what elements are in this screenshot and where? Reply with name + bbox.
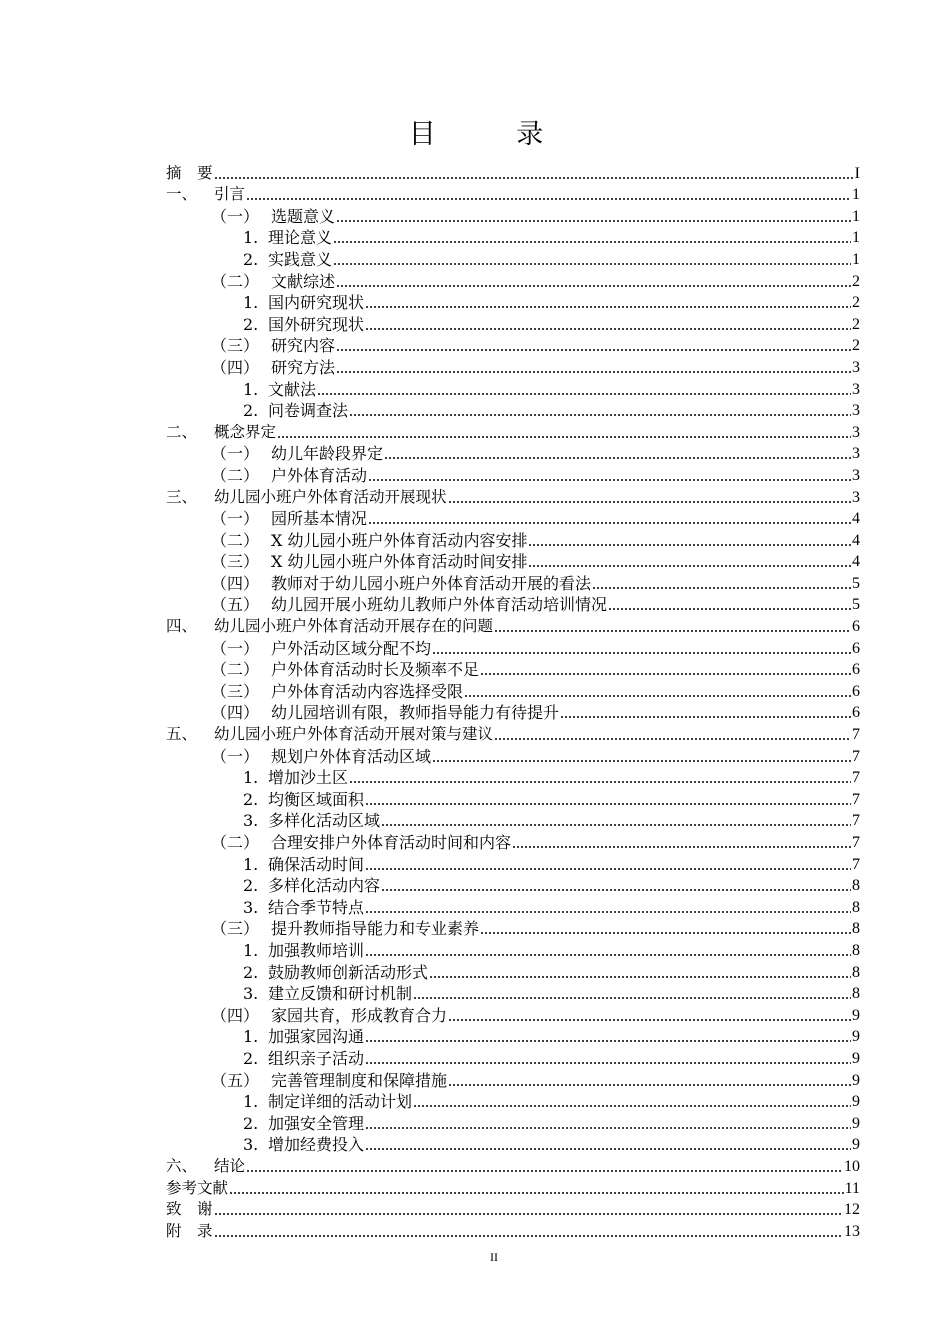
- toc-entry-page: 3: [852, 488, 860, 506]
- toc-entry-number: （一）: [211, 444, 260, 464]
- toc-dot-leader: [432, 652, 851, 654]
- toc-entry-title: 确保活动时间: [268, 854, 365, 874]
- toc-entry-title: 国内研究现状: [268, 293, 365, 313]
- toc-entry-number: 2.: [243, 789, 259, 809]
- toc-entry[interactable]: [166, 227, 860, 249]
- toc-dot-leader: [349, 414, 851, 416]
- toc-dot-leader: [429, 976, 851, 978]
- toc-entry-page: 4: [852, 553, 860, 571]
- toc-entry-page: 6: [852, 618, 860, 636]
- toc-entry-page: 4: [852, 531, 860, 549]
- toc-entry[interactable]: [166, 1199, 860, 1221]
- toc-entry-title: 概念界定: [214, 422, 277, 441]
- toc-entry-page: 8: [852, 963, 860, 981]
- toc-entry[interactable]: [166, 939, 860, 961]
- toc-entry-number: 3.: [243, 811, 259, 831]
- toc-dot-leader: [448, 501, 851, 503]
- toc-dot-leader: [336, 220, 851, 222]
- toc-entry-number: 2.: [243, 401, 259, 421]
- toc-entry[interactable]: [166, 421, 860, 443]
- toc-dot-leader: [480, 932, 851, 934]
- toc-dot-leader: [592, 587, 851, 589]
- toc-entry[interactable]: [166, 918, 860, 940]
- toc-dot-leader: [336, 371, 851, 373]
- toc-entry-page: 6: [852, 661, 860, 679]
- toc-entry-number: （二）: [211, 833, 260, 852]
- toc-entry-page: 11: [844, 1179, 860, 1197]
- toc-entry-page: 6: [852, 639, 860, 657]
- toc-dot-leader: [381, 889, 851, 891]
- toc-entry[interactable]: [166, 205, 860, 227]
- toc-entry-page: 2: [852, 294, 860, 312]
- toc-entry-number: 四、: [166, 617, 198, 636]
- toc-entry-page: 8: [852, 920, 860, 938]
- toc-entry-page: 6: [852, 682, 860, 700]
- toc-entry[interactable]: [166, 1155, 860, 1177]
- toc-entry-page: 9: [852, 1049, 860, 1067]
- toc-entry[interactable]: [166, 594, 860, 616]
- toc-entry-title: 教师对于幼儿园小班户外体育活动开展的看法: [271, 573, 592, 593]
- toc-entry[interactable]: [166, 313, 860, 335]
- toc-entry-number: 附 录: [166, 1221, 213, 1240]
- toc-entry-title: 幼儿年龄段界定: [271, 444, 384, 464]
- toc-entry-number: 3.: [243, 984, 259, 1004]
- toc-entry-number: （五）: [211, 595, 260, 615]
- toc-entry-title: 增加沙土区: [268, 768, 349, 788]
- toc-entry-number: 1.: [243, 1027, 259, 1047]
- toc-entry-number: （一）: [211, 638, 260, 658]
- toc-entry-number: 五、: [166, 725, 198, 744]
- toc-entry[interactable]: [166, 1004, 860, 1026]
- toc-dot-leader: [528, 544, 851, 546]
- toc-entry-title: 均衡区域面积: [268, 789, 365, 809]
- toc-dot-leader: [349, 781, 851, 783]
- toc-entry-title: 户外体育活动时长及频率不足: [271, 660, 480, 680]
- toc-entry-page: 4: [852, 510, 860, 528]
- toc-entry-title: 园所基本情况: [271, 509, 368, 529]
- toc-entry-page: 1: [852, 186, 860, 204]
- toc-dot-leader: [494, 630, 851, 632]
- toc-dot-leader: [528, 565, 851, 567]
- toc-entry-number: 摘 要: [166, 163, 213, 182]
- toc-entry-page: 7: [852, 812, 860, 830]
- toc-entry-title: 家园共育，形成教育合力: [271, 1005, 448, 1025]
- toc-entry[interactable]: [166, 875, 860, 897]
- toc-entry-title: 国外研究现状: [268, 314, 365, 334]
- toc-entry-page: 3: [852, 358, 860, 376]
- toc-entry[interactable]: [166, 270, 860, 292]
- toc-entry[interactable]: [166, 853, 860, 875]
- toc-entry-number: 一、: [166, 185, 198, 204]
- toc-dot-leader: [448, 1019, 851, 1021]
- toc-dot-leader: [365, 1040, 851, 1042]
- toc-entry-title: 幼儿园小班户外体育活动开展对策与建议: [214, 725, 494, 744]
- toc-dot-leader: [368, 479, 851, 481]
- toc-dot-leader: [560, 716, 851, 718]
- toc-entry-page: 9: [852, 1028, 860, 1046]
- toc-dot-leader: [384, 457, 851, 459]
- toc-entry-page: 8: [852, 877, 860, 895]
- toc-entry-number: 致 谢: [166, 1200, 213, 1219]
- toc-entry-title: 多样化活动区域: [268, 811, 381, 831]
- toc-entry-title: 结论: [214, 1156, 246, 1175]
- toc-entry-title: 文献法: [268, 379, 317, 399]
- toc-entry-number: （一）: [211, 746, 260, 766]
- toc-entry-title: 多样化活动内容: [268, 876, 381, 896]
- toc-entry-page: 8: [852, 985, 860, 1003]
- toc-dot-leader: [365, 954, 851, 956]
- toc-entry-title: 问卷调查法: [268, 401, 349, 421]
- toc-entry-page: 3: [852, 466, 860, 484]
- toc-entry-page: 7: [852, 834, 860, 851]
- toc-entry[interactable]: [166, 810, 860, 832]
- toc-entry[interactable]: [166, 356, 860, 378]
- toc-dot-leader: [365, 868, 851, 870]
- toc-dot-leader: [333, 241, 851, 243]
- toc-dot-leader: [365, 1062, 851, 1064]
- toc-entry[interactable]: [166, 184, 860, 206]
- toc-entry-title: 幼儿园培训有限，教师指导能力有待提升: [271, 703, 560, 723]
- toc-dot-leader: [480, 673, 851, 675]
- toc-dot-leader: [214, 1235, 843, 1237]
- toc-entry-title: 实践意义: [268, 249, 333, 269]
- toc-entry-number: （五）: [211, 1070, 260, 1090]
- toc-dot-leader: [413, 997, 851, 999]
- toc-entry[interactable]: [166, 1047, 860, 1069]
- toc-entry[interactable]: [166, 723, 860, 745]
- toc-entry-number: 参考文献: [166, 1178, 229, 1197]
- toc-entry[interactable]: [166, 788, 860, 810]
- toc-entry[interactable]: [166, 702, 860, 724]
- toc-entry-page: 5: [852, 574, 860, 592]
- toc-entry[interactable]: [166, 248, 860, 270]
- toc-entry-page: 7: [852, 747, 860, 765]
- toc-entry-number: 2.: [243, 1048, 259, 1068]
- toc-entry[interactable]: [166, 508, 860, 530]
- toc-entry-page: 1: [852, 207, 860, 225]
- toc-entry-title: 规划户外体育活动区域: [271, 746, 432, 766]
- toc-entry-number: 二、: [166, 422, 198, 441]
- toc-entry-page: 3: [852, 423, 860, 441]
- toc-entry-page: 3: [852, 402, 860, 420]
- toc-dot-leader: [333, 263, 851, 265]
- toc-entry-title: 选题意义: [271, 206, 336, 226]
- toc-entry-title: 幼儿园开展小班幼儿教师户外体育活动培训情况: [271, 595, 608, 615]
- toc-entry-number: 2.: [243, 249, 259, 269]
- toc-entry[interactable]: [166, 745, 860, 767]
- toc-entry-page: 1: [852, 250, 860, 268]
- toc-entry-title: 户外体育活动: [271, 465, 368, 485]
- toc-entry-page: 9: [852, 1071, 860, 1089]
- toc-entry-page: 8: [852, 898, 860, 916]
- toc-entry-page: 7: [852, 726, 860, 744]
- toc-entry-page: 12: [844, 1201, 860, 1219]
- toc-entry[interactable]: [166, 961, 860, 983]
- toc-dot-leader: [229, 1192, 844, 1194]
- toc-entry-page: 9: [852, 1006, 860, 1024]
- toc-entry-title: 加强教师培训: [268, 940, 365, 960]
- toc-entry[interactable]: [166, 1026, 860, 1048]
- toc-dot-leader: [317, 393, 851, 395]
- toc-dot-leader: [214, 177, 854, 179]
- toc-entry-page: 2: [852, 337, 860, 355]
- toc-entry[interactable]: [166, 615, 860, 637]
- table-of-contents: [166, 162, 860, 1242]
- toc-dot-leader: [368, 522, 851, 524]
- toc-entry-title: X 幼儿园小班户外体育活动时间安排: [271, 552, 528, 572]
- toc-entry-number: 三、: [166, 487, 198, 506]
- toc-entry-title: 研究内容: [271, 336, 336, 356]
- toc-entry[interactable]: [166, 464, 860, 486]
- toc-entry-title: 幼儿园小班户外体育活动开展现状: [214, 487, 447, 506]
- toc-entry-title: 鼓励教师创新活动形式: [268, 962, 429, 982]
- toc-entry-number: （二）: [211, 530, 260, 550]
- toc-dot-leader: [464, 695, 851, 697]
- toc-entry-number: （四）: [211, 573, 260, 593]
- toc-entry-page: 9: [852, 1136, 860, 1154]
- toc-entry-number: 2.: [243, 314, 259, 334]
- toc-dot-leader: [432, 760, 851, 762]
- toc-entry[interactable]: [166, 680, 860, 702]
- toc-title: 目 录: [408, 119, 580, 150]
- toc-entry-title: 引言: [214, 185, 246, 204]
- toc-entry-number: （一）: [211, 206, 260, 226]
- toc-entry[interactable]: [166, 400, 860, 422]
- toc-entry-page: 2: [852, 272, 860, 290]
- toc-entry-title: 文献综述: [271, 271, 336, 291]
- toc-dot-leader: [214, 1213, 843, 1215]
- toc-entry[interactable]: [166, 767, 860, 789]
- toc-entry[interactable]: [166, 292, 860, 314]
- toc-entry-page: 7: [852, 855, 860, 873]
- toc-entry[interactable]: [166, 162, 860, 184]
- toc-dot-leader: [608, 608, 851, 610]
- toc-entry-number: （四）: [211, 703, 260, 723]
- toc-dot-leader: [365, 911, 851, 913]
- toc-entry-number: 六、: [166, 1156, 198, 1175]
- page-number-footer: II: [490, 1250, 498, 1264]
- toc-entry-number: 1.: [243, 940, 259, 960]
- toc-entry[interactable]: [166, 896, 860, 918]
- toc-entry[interactable]: [166, 1112, 860, 1134]
- toc-dot-leader: [512, 846, 851, 848]
- toc-entry-title: 建立反馈和研讨机制: [268, 984, 413, 1004]
- toc-entry-page: 5: [852, 596, 860, 614]
- toc-dot-leader: [365, 803, 851, 805]
- toc-entry-number: 2.: [243, 876, 259, 896]
- toc-entry-number: 1.: [243, 379, 259, 399]
- toc-entry-number: （四）: [211, 1005, 260, 1025]
- toc-entry[interactable]: [166, 443, 860, 465]
- toc-entry[interactable]: [166, 1069, 860, 1091]
- toc-entry-title: 户外体育活动内容选择受限: [271, 681, 464, 701]
- toc-entry-page: 6: [852, 704, 860, 722]
- toc-entry[interactable]: [166, 378, 860, 400]
- toc-entry[interactable]: [166, 659, 860, 681]
- toc-entry-number: （三）: [211, 552, 260, 572]
- toc-entry-title: 提升教师指导能力和专业素养: [271, 919, 480, 939]
- toc-entry[interactable]: [166, 1091, 860, 1113]
- toc-entry-number: 2.: [243, 962, 259, 982]
- toc-entry[interactable]: [166, 983, 860, 1005]
- toc-entry-number: （三）: [211, 336, 260, 356]
- toc-entry-number: 2.: [243, 1113, 259, 1133]
- toc-entry-title: 组织亲子活动: [268, 1048, 365, 1068]
- toc-entry-number: 1.: [243, 768, 259, 788]
- toc-entry-number: （二）: [211, 465, 260, 485]
- toc-entry-page: 7: [852, 769, 860, 787]
- toc-dot-leader: [336, 349, 851, 351]
- toc-entry-page: I: [854, 164, 860, 182]
- toc-entry[interactable]: [166, 486, 860, 508]
- toc-dot-leader: [246, 198, 851, 200]
- toc-entry[interactable]: [166, 831, 860, 853]
- toc-dot-leader: [413, 1105, 851, 1107]
- toc-entry-number: （四）: [211, 357, 260, 377]
- toc-entry-title: 完善管理制度和保障措施: [271, 1070, 448, 1090]
- toc-entry-page: 10: [844, 1157, 860, 1175]
- toc-entry-number: 1.: [243, 1092, 259, 1112]
- toc-entry-number: （二）: [211, 660, 260, 680]
- toc-entry[interactable]: [166, 335, 860, 357]
- toc-entry-page: 2: [852, 315, 860, 333]
- toc-entry-number: （一）: [211, 509, 260, 529]
- toc-entry-page: 7: [852, 790, 860, 808]
- toc-entry-number: 3.: [243, 897, 259, 917]
- toc-entry-page: 3: [852, 445, 860, 463]
- toc-dot-leader: [246, 1170, 843, 1172]
- toc-entry-page: 13: [844, 1222, 860, 1240]
- toc-entry-title: 加强安全管理: [268, 1113, 365, 1133]
- toc-entry-page: 9: [852, 1114, 860, 1132]
- toc-entry-number: 1.: [243, 854, 259, 874]
- toc-entry-title: 幼儿园小班户外体育活动开展存在的问题: [214, 617, 494, 636]
- toc-entry[interactable]: [166, 551, 860, 573]
- toc-entry[interactable]: [166, 1177, 860, 1199]
- toc-entry-title: 结合季节特点: [268, 897, 365, 917]
- toc-dot-leader: [494, 738, 851, 740]
- toc-entry[interactable]: [166, 572, 860, 594]
- toc-entry-title: 制定详细的活动计划: [268, 1092, 413, 1112]
- toc-dot-leader: [336, 285, 851, 287]
- toc-entry-title: 增加经费投入: [268, 1135, 365, 1155]
- toc-dot-leader: [277, 436, 851, 438]
- toc-entry-page: 3: [852, 380, 860, 398]
- toc-entry-number: 1.: [243, 293, 259, 313]
- toc-entry-title: X 幼儿园小班户外体育活动内容安排: [271, 530, 528, 550]
- toc-entry-number: （二）: [211, 271, 260, 291]
- toc-entry-number: （三）: [211, 919, 260, 939]
- toc-entry-page: 1: [852, 229, 860, 247]
- toc-entry-title: 合理安排户外体育活动时间和内容: [271, 833, 512, 852]
- toc-dot-leader: [448, 1084, 851, 1086]
- toc-entry-title: 理论意义: [268, 228, 333, 248]
- toc-dot-leader: [365, 328, 851, 330]
- toc-entry-page: 8: [852, 941, 860, 959]
- toc-entry-number: 3.: [243, 1135, 259, 1155]
- toc-entry-title: 研究方法: [271, 357, 336, 377]
- toc-entry[interactable]: [166, 529, 860, 551]
- toc-dot-leader: [365, 306, 851, 308]
- toc-dot-leader: [381, 824, 851, 826]
- toc-entry-title: 户外活动区域分配不均: [271, 638, 432, 658]
- toc-entry[interactable]: [166, 1134, 860, 1156]
- toc-dot-leader: [365, 1148, 851, 1150]
- toc-entry[interactable]: [166, 637, 860, 659]
- toc-dot-leader: [365, 1127, 851, 1129]
- toc-entry-page: 9: [852, 1093, 860, 1111]
- toc-entry-number: 1.: [243, 228, 259, 248]
- toc-entry-title: 加强家园沟通: [268, 1027, 365, 1047]
- toc-entry[interactable]: [166, 1220, 860, 1242]
- toc-entry-number: （三）: [211, 681, 260, 701]
